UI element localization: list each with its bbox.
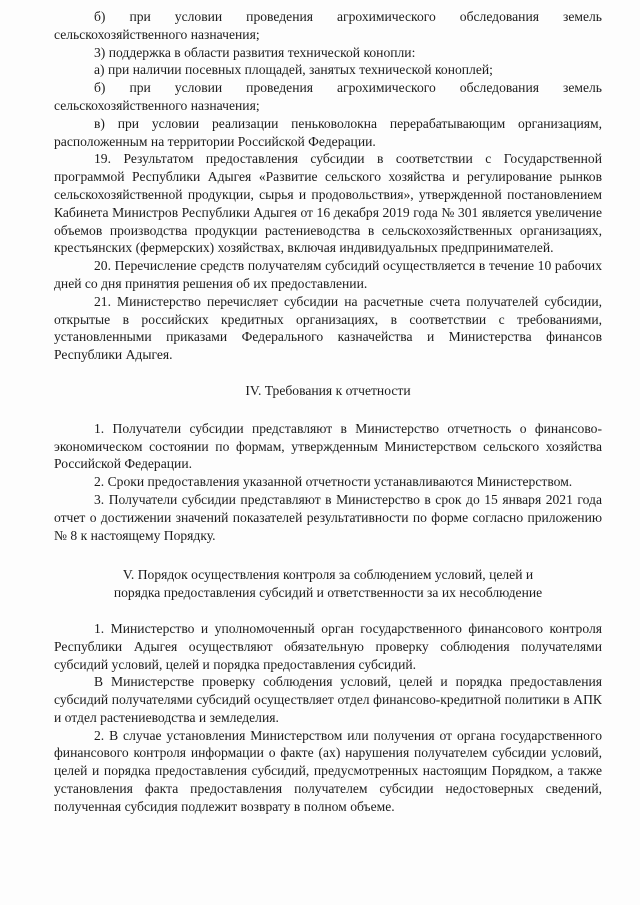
section-5-heading-line-1: V. Порядок осуществления контроля за соблюдением условий, целей и bbox=[122, 567, 534, 583]
section-5-paragraph-1: 1. Министерство и уполномоченный орган государственного финансового контроля Республики Адыгея осуществляют обязательную проверку соблюдения получателями субсидий условий, целей и порядка предоставления субсидий. bbox=[54, 620, 602, 672]
section-4-heading: IV. Требования к отчетности bbox=[245, 382, 411, 398]
paragraph-b-agrochemical-1: б) при условии проведения агрохимического обследования земель сельскохозяйственного назначения; bbox=[54, 9, 602, 42]
paragraph-19: 19. Результатом предоставления субсидии в соответствии с Государственной программой Республики Адыгея «Развитие сельского хозяйства и регулирование рынков сельскохозяйственной продукции, сырья и продовольствия», утвержденной постановлением Кабинета Министров Республики Адыгея от 16 декабря 2019 года № 301 является увеличение объемов производства продукции растениеводства в сельскохозяйственных организациях, крестьянских (фермерских) хозяйствах, включая индивидуальных предпринимателей. bbox=[54, 151, 602, 256]
paragraph-b-agrochemical-2: б) при условии проведения агрохимического обследования земель сельскохозяйственного назначения; bbox=[54, 80, 602, 113]
paragraph-v-hemp-fiber: в) при условии реализации пеньковолокна перерабатывающим организациям, расположенным на территории Российской Федерации. bbox=[54, 115, 602, 149]
section-5-heading-line-2: порядка предоставления субсидий и ответственности за их несоблюдение bbox=[113, 585, 543, 601]
paragraph-hemp-support: 3) поддержка в области развития технической конопли: bbox=[94, 44, 416, 60]
paragraph-20: 20. Перечисление средств получателям субсидий осуществляется в течение 10 рабочих дней со дня принятия решения об их предоставлении. bbox=[54, 258, 602, 291]
section-5-paragraph-2: 2. В случае установления Министерством или получения от органа государственного финансового контроля информации о факте (ах) нарушения получателем субсидии условий, целей и порядка предоставления субсидий, предусмотренных настоящим Порядком, а также установления факта предоставления получателем субсидии недостоверных сведений, полученная субсидия подлежит возврату в полном объеме. bbox=[54, 727, 602, 814]
section-5-paragraph-1b: В Министерстве проверку соблюдения условий, целей и порядка предоставления субсидий получателями субсидий осуществляет отдел финансово-кредитной политики в АПК и отдел растениеводства и земледелия. bbox=[54, 674, 602, 725]
section-4-paragraph-1: 1. Получатели субсидии представляют в Министерство отчетность о финансово-экономическом состоянии по формам, утвержденным Министерством сельского хозяйства Российской Федерации. bbox=[54, 420, 602, 472]
section-5-heading bbox=[54, 566, 602, 602]
section-4-paragraph-2: 2. Сроки предоставления указанной отчетности устанавливаются Министерством. bbox=[94, 474, 573, 490]
section-4-paragraph-3: 3. Получатели субсидии представляют в Министерство в срок до 15 января 2021 года отчет о достижении значений показателей результативности по форме согласно приложению № 8 к настоящему Порядку. bbox=[54, 491, 602, 543]
paragraph-a-hemp-areas: а) при наличии посевных площадей, занятых технической коноплей; bbox=[94, 62, 493, 78]
paragraph-21: 21. Министерство перечисляет субсидии на расчетные счета получателей субсидии, открытые в российских кредитных организациях, в соответствии с требованиями, установленными приказами Федерального казначейства и Министерства финансов Республики Адыгея. bbox=[54, 293, 602, 363]
